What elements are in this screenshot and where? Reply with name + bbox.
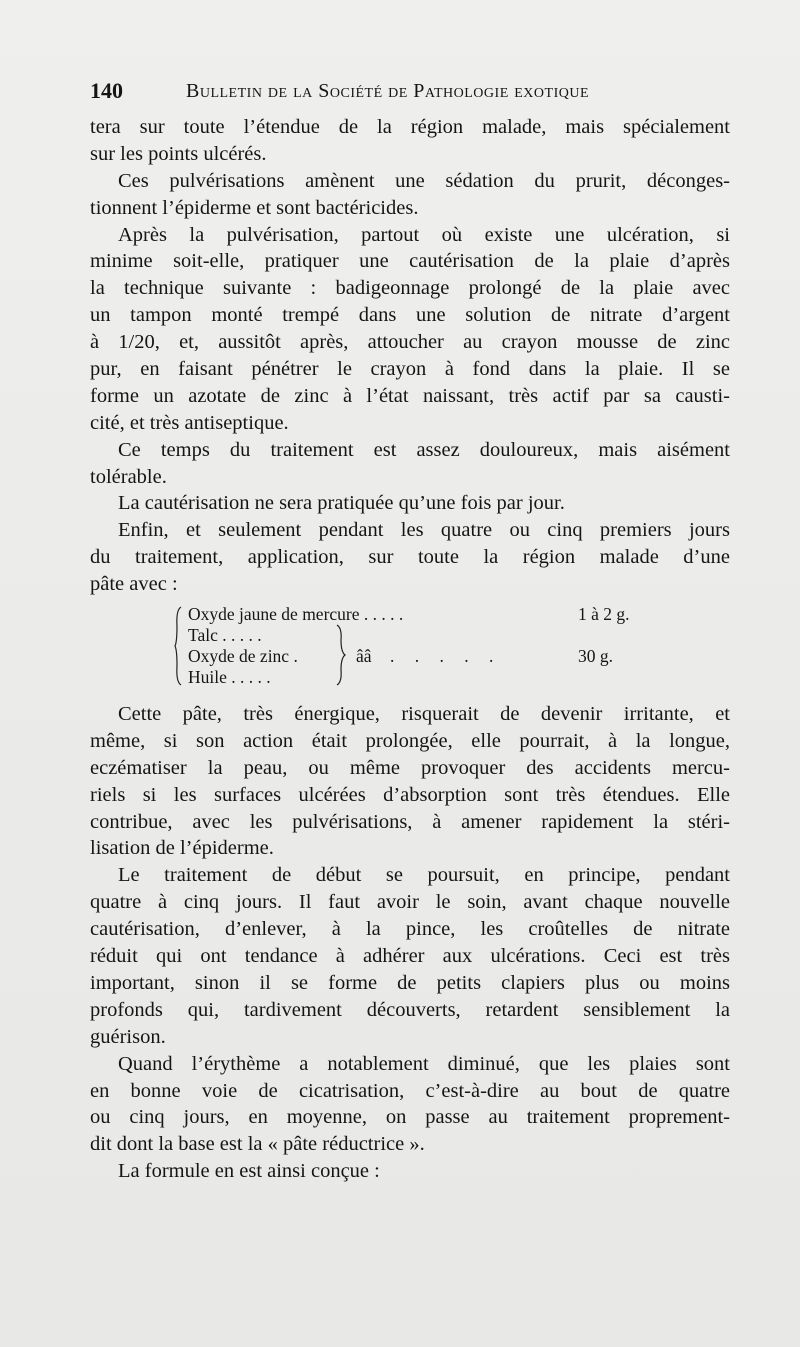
right-brace-icon [336, 624, 346, 686]
formula-table [90, 603, 730, 695]
text-line: réduit qui ont tendance à adhérer aux ulcérations. Ceci est très [90, 945, 730, 968]
text-line: Cette pâte, très énergique, risquerait de devenir irritante, et [118, 703, 730, 726]
running-title: Bulletin de la Société de Pathologie exotique [186, 80, 590, 102]
paragraph-10 [90, 1158, 730, 1185]
formula-quantity: 30 g. [578, 646, 613, 667]
text-line: Enfin, et seulement pendant les quatre ou cinq premiers jours [118, 519, 730, 542]
text-line: La formule en est ainsi conçue : [118, 1160, 380, 1183]
text-line: tionnent l’épiderme et sont bactéricides. [90, 196, 419, 219]
paragraph-5 [90, 490, 730, 517]
text-line: en bonne voie de cicatrisation, c’est-à-dire au bout de quatre [90, 1079, 730, 1102]
text-line: cité, et très antiseptique. [90, 411, 289, 434]
text-line: tera sur toute l’étendue de la région malade, mais spécialement [90, 116, 730, 138]
paragraph-2 [90, 168, 730, 222]
paragraph-4 [90, 437, 730, 491]
text-line: la technique suivante : badigeonnage prolongé de la plaie avec [90, 277, 730, 300]
text-line: dit dont la base est la « pâte réductrice ». [90, 1133, 425, 1156]
text-line: La cautérisation ne sera pratiquée qu’une fois par jour. [118, 492, 565, 515]
text-line: eczématiser la peau, ou même provoquer des accidents mercu- [90, 756, 730, 779]
text-line: pur, en faisant pénétrer le crayon à fond dans la plaie. Il se [90, 358, 730, 381]
paragraph-6 [90, 517, 730, 598]
text-line: sur les points ulcérés. [90, 142, 267, 165]
body-text [90, 114, 730, 1185]
text-line: du traitement, application, sur toute la région malade d’une [90, 546, 730, 569]
formula-aa-marker: ââ [356, 646, 372, 667]
text-line: cautérisation, d’enlever, à la pince, les croûtelles de nitrate [90, 918, 730, 941]
text-line: Ces pulvérisations amènent une sédation du prurit, déconges- [118, 169, 730, 192]
paragraph-8 [90, 862, 730, 1050]
text-line: quatre à cinq jours. Il faut avoir le soin, avant chaque nouvelle [90, 891, 730, 914]
text-line: minime soit-elle, pratiquer une cautérisation de la plaie d’après [90, 250, 730, 273]
paragraph-1 [90, 114, 730, 168]
text-line: riels si les surfaces ulcérées d’absorption sont très étendues. Elle [90, 783, 730, 806]
text-line: un tampon monté trempé dans une solution de nitrate d’argent [90, 304, 730, 327]
page-header [90, 78, 730, 108]
left-brace-icon [174, 606, 182, 686]
formula-quantity: 1 à 2 g. [578, 604, 630, 625]
text-line: important, sinon il se forme de petits clapiers plus ou moins [90, 971, 730, 994]
text-line: Ce temps du traitement est assez douloureux, mais aisément [118, 438, 730, 461]
text-line: contribue, avec les pulvérisations, à amener rapidement la stéri- [90, 810, 730, 833]
page-number: 140 [90, 78, 123, 103]
text-line: forme un azotate de zinc à l’état naissant, très actif par sa causti- [90, 384, 730, 407]
text-line: tolérable. [90, 465, 167, 488]
paragraph-7 [90, 701, 730, 862]
text-line: à 1/20, et, aussitôt après, attoucher au crayon mousse de zinc [90, 331, 730, 354]
formula-row-ingredient: Talc . . . . . [188, 625, 262, 646]
text-line: profonds qui, tardivement découverts, retardent sensiblement la [90, 998, 730, 1021]
text-line: même, si son action était prolongée, elle pourrait, à la longue, [90, 729, 730, 752]
text-line: Après la pulvérisation, partout où existe une ulcération, si [118, 223, 730, 246]
text-line: Quand l’érythème a notablement diminué, que les plaies sont [118, 1052, 730, 1075]
formula-row-ingredient: Huile . . . . . [188, 667, 271, 688]
text-line: pâte avec : [90, 573, 178, 596]
text-line: Le traitement de début se poursuit, en principe, pendant [118, 864, 730, 887]
formula-leader-dots: . . . . . [390, 646, 502, 667]
text-line: ou cinq jours, en moyenne, on passe au traitement proprement- [90, 1106, 730, 1129]
paragraph-3 [90, 222, 730, 437]
paragraph-9 [90, 1051, 730, 1159]
formula-row-ingredient: Oxyde de zinc . [188, 646, 298, 667]
formula-row-ingredient: Oxyde jaune de mercure . . . . . [188, 604, 404, 625]
text-line: guérison. [90, 1025, 166, 1048]
text-line: lisation de l’épiderme. [90, 837, 274, 860]
